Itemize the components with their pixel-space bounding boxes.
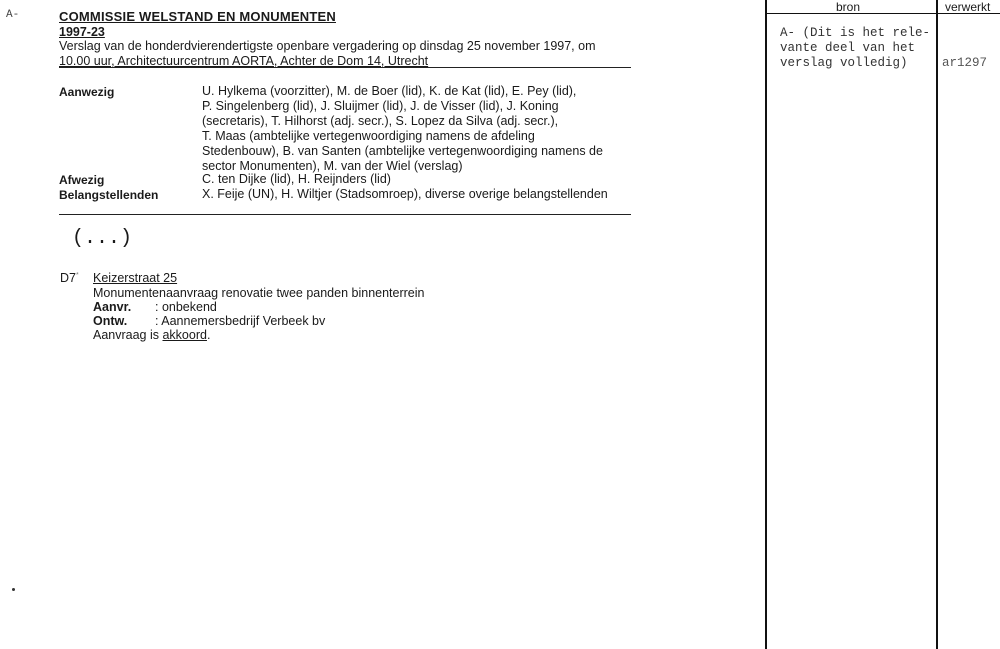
verdict-word: akkoord	[162, 328, 207, 342]
document-number: 1997-23	[59, 25, 105, 39]
item-designer	[93, 314, 325, 328]
absent-text: C. ten Dijke (lid), H. Reijnders (lid)	[202, 172, 391, 186]
panel-left-border	[765, 0, 767, 649]
present-line: Stedenbouw), B. van Santen (ambtelijke vertegenwoordiging namens de	[202, 144, 603, 158]
item-verdict	[93, 328, 210, 342]
item-title: Keizerstraat 25	[93, 271, 178, 285]
item-code-text: D7	[60, 271, 76, 285]
col-header-bron: bron	[836, 0, 861, 14]
present-line: P. Singelenberg (lid), J. Sluijmer (lid), J. de Visser (lid), J. Koning	[202, 99, 559, 113]
present-label: Aanwezig	[59, 85, 115, 99]
subtitle-line-2: 10.00 uur, Architectuurcentrum AORTA, Achter de Dom 14, Utrecht	[59, 53, 429, 68]
document-subtitle	[59, 39, 639, 68]
panel-divider	[936, 0, 938, 649]
note-line: verslag volledig)	[780, 56, 908, 70]
applicant-value: : onbekend	[155, 300, 217, 314]
verdict-suffix: .	[206, 328, 211, 342]
source-note	[780, 26, 938, 71]
item-applicant	[93, 300, 217, 314]
item-code-mark: *	[75, 271, 79, 279]
verdict-prefix: Aanvraag is	[93, 328, 163, 342]
attendance-rule	[59, 214, 631, 215]
present-line: (secretaris), T. Hilhorst (adj. secr.), S. Lopez da Silva (adj. secr.),	[202, 114, 559, 128]
note-line: vante deel van het	[780, 41, 916, 55]
designer-key: Ontw.	[93, 314, 128, 328]
item-description: Monumentenaanvraag renovatie twee panden binnenterrein	[93, 286, 425, 300]
present-line: T. Maas (ambtelijke vertegenwoordiging namens de afdeling	[202, 129, 535, 143]
margin-mark: A-	[6, 9, 20, 21]
note-line: A- (Dit is het rele-	[780, 26, 931, 40]
interested-label: Belangstellenden	[59, 188, 159, 202]
reference-code: ar1297	[942, 56, 988, 70]
designer-value: : Aannemersbedrijf Verbeek bv	[155, 314, 326, 328]
item-code	[60, 271, 79, 285]
col-header-verwerkt: verwerkt	[945, 0, 991, 14]
subtitle-line-1: Verslag van de honderdvierendertigste openbare vergadering op dinsdag 25 november 1997, om	[59, 39, 596, 53]
present-list	[202, 84, 642, 174]
present-line: U. Hylkema (voorzitter), M. de Boer (lid), K. de Kat (lid), E. Pey (lid),	[202, 84, 577, 98]
omission-ellipsis: (...)	[72, 227, 133, 250]
absent-label: Afwezig	[59, 173, 105, 187]
document-title: COMMISSIE WELSTAND EN MONUMENTEN	[59, 9, 336, 24]
header-rule	[59, 67, 631, 68]
applicant-key: Aanvr.	[93, 300, 132, 314]
interested-text: X. Feije (UN), H. Wiltjer (Stadsomroep), diverse overige belangstellenden	[202, 187, 608, 201]
stray-dot	[12, 588, 15, 591]
present-line: sector Monumenten), M. van der Wiel (verslag)	[202, 159, 463, 173]
